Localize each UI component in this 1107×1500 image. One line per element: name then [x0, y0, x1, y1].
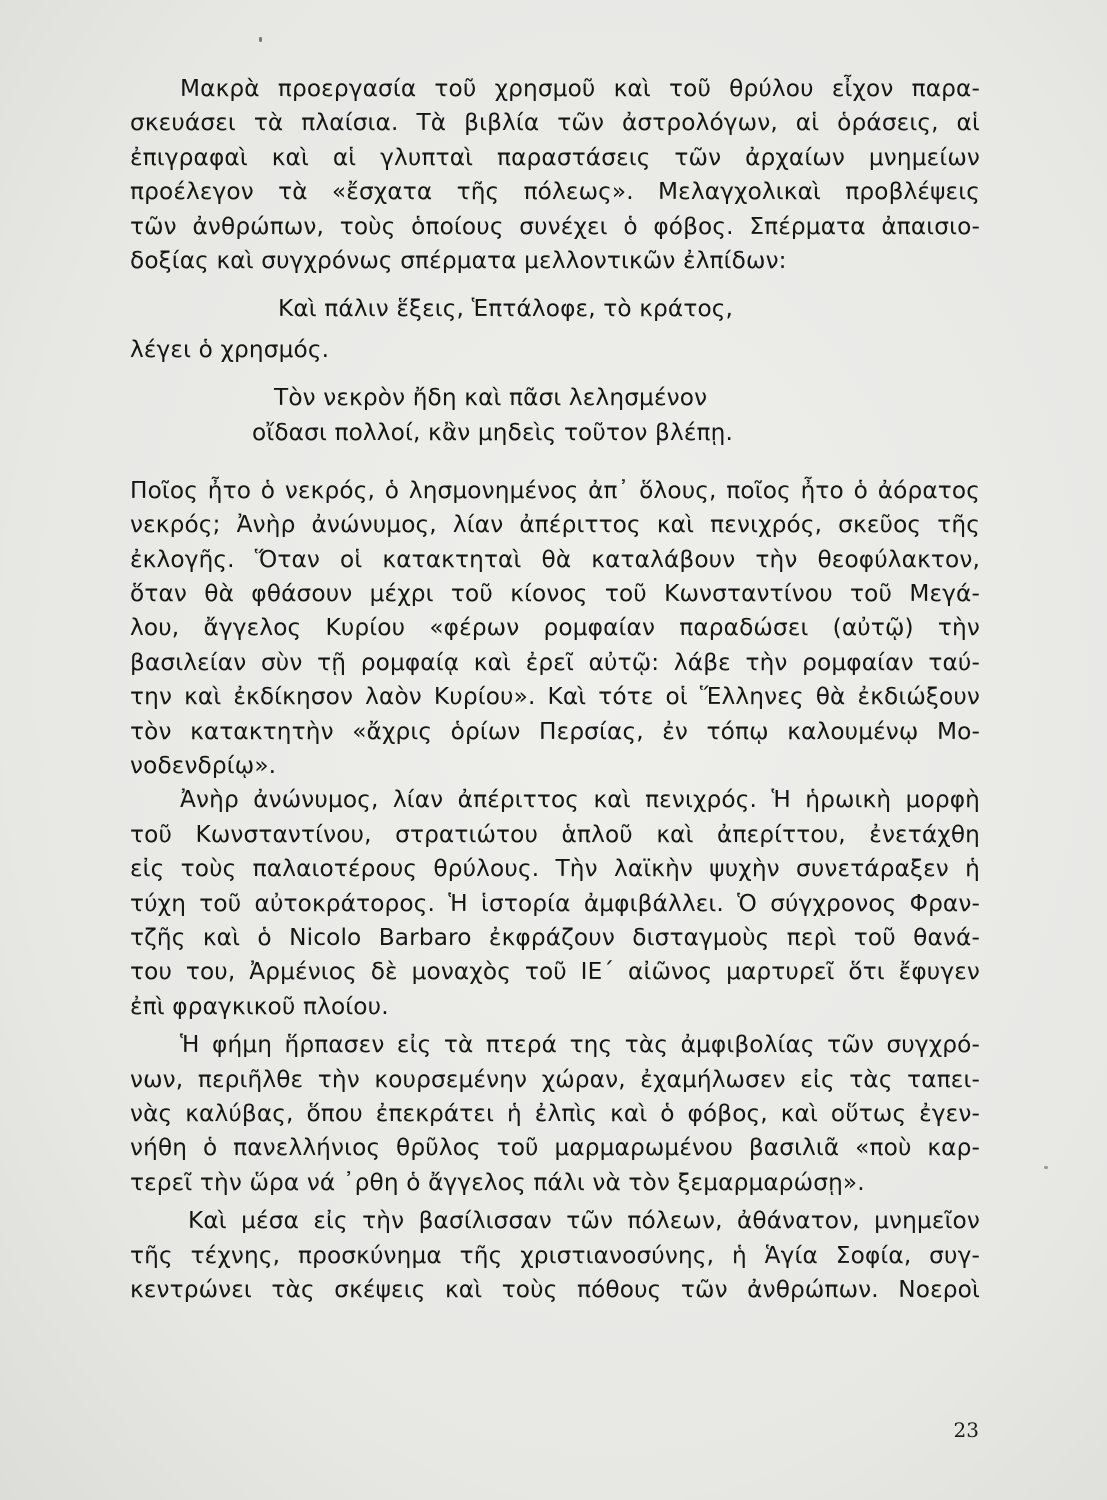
- paragraph-line: νοδενδρίῳ».: [130, 752, 277, 780]
- paragraph-line: λέγει ὁ χρησμός.: [130, 335, 330, 363]
- paragraph-line: προέλεγον τὰ «ἔσχατα τῆς πόλεως». Μελαγχολικαὶ προβλέψεις: [130, 178, 980, 206]
- ink-speck: [1044, 1166, 1048, 1169]
- paragraph-line: ἐπιγραφαὶ καὶ αἱ γλυπταὶ παραστάσεις τῶν ἀρχαίων μνημείων: [130, 143, 980, 171]
- paragraph-line: τὸν κατακτητὴν «ἄχρις ὁρίων Περσίας, ἐν τόπῳ καλουμένῳ Μο-: [130, 717, 980, 745]
- paragraph-line: Ἀνὴρ ἀνώνυμος, λίαν ἀπέριττος καὶ πενιχρός. Ἡ ἡρωικὴ μορφὴ: [180, 786, 980, 814]
- paragraph-line: εἰς τοὺς παλαιοτέρους θρύλους. Τὴν λαϊκὴν ψυχὴν συνετάραξεν ἡ: [130, 855, 980, 883]
- paragraph-line: σκευάσει τὰ πλαίσια. Τὰ βιβλία τῶν ἀστρολόγων, αἱ ὁράσεις, αἱ: [130, 109, 980, 137]
- paragraph-line: νεκρός; Ἀνὴρ ἀνώνυμος, λίαν ἀπέριττος καὶ πενιχρός, σκεῦος τῆς: [130, 511, 980, 539]
- paragraph-line: δοξίας καὶ συγχρόνως σπέρματα μελλοντικῶν ἐλπίδων:: [130, 246, 787, 274]
- quoted-verse: Τὸν νεκρὸν ἤδη καὶ πᾶσι λελησμένον: [274, 384, 708, 412]
- paragraph-line: Μακρὰ προεργασία τοῦ χρησμοῦ καὶ τοῦ θρύλου εἶχον παρα-: [180, 75, 980, 102]
- paragraph-line: τοῦ Κωνσταντίνου, στρατιώτου ἁπλοῦ καὶ ἀπερίττου, ἐνετάχθη: [130, 820, 980, 848]
- ink-speck: [259, 37, 262, 42]
- paragraph-line: τύχη τοῦ αὐτοκράτορος. Ἡ ἱστορία ἀμφιβάλλει. Ὁ σύγχρονος Φραν-: [130, 889, 980, 917]
- paragraph-line: Ποῖος ἦτο ὁ νεκρός, ὁ λησμονημένος ἀπ᾽ ὅλους, ποῖος ἦτο ὁ ἀόρατος: [130, 476, 980, 504]
- paragraph-line: Καὶ μέσα εἰς τὴν βασίλισσαν τῶν πόλεων, ἀθάνατον, μνημεῖον: [188, 1207, 980, 1235]
- paragraph-line: νων, περιῆλθε τὴν κουρσεμένην χώραν, ἐχαμήλωσεν εἰς τὰς ταπει-: [130, 1065, 980, 1093]
- paragraph-line: ἐκλογῆς. Ὅταν οἱ κατακτηταὶ θὰ καταλάβουν τὴν θεοφύλακτον,: [130, 545, 980, 573]
- paragraph-line: την καὶ ἐκδίκησον λαὸν Κυρίου». Καὶ τότε οἱ Ἕλληνες θὰ ἐκδιώξουν: [130, 683, 980, 711]
- paragraph-line: νὰς καλύβας, ὅπου ἐπεκράτει ἡ ἐλπὶς καὶ ὁ φόβος, καὶ οὕτως ἐγεν-: [130, 1099, 980, 1127]
- quoted-verse: οἴδασι πολλοί, κἂν μηδεὶς τοῦτον βλέπῃ.: [252, 418, 734, 446]
- quoted-verse: Καὶ πάλιν ἕξεις, Ἑπτάλοφε, τὸ κράτος,: [278, 295, 734, 323]
- paragraph-line: του του, Ἀρμένιος δὲ μοναχὸς τοῦ ΙΕ΄ αἰῶνος μαρτυρεῖ ὅτι ἔφυγεν: [130, 958, 980, 986]
- page-number: 23: [953, 1418, 979, 1442]
- paragraph-line: ὅταν θὰ φθάσουν μέχρι τοῦ κίονος τοῦ Κωνσταντίνου τοῦ Μεγά-: [130, 580, 980, 608]
- paragraph-line: τῶν ἀνθρώπων, τοὺς ὁποίους συνέχει ὁ φόβος. Σπέρματα ἀπαισιο-: [130, 212, 980, 240]
- paragraph-line: νήθη ὁ πανελλήνιος θρῦλος τοῦ μαρμαρωμένου βασιλιᾶ «ποὺ καρ-: [130, 1134, 980, 1162]
- paragraph-line: κεντρώνει τὰς σκέψεις καὶ τοὺς πόθους τῶν ἀνθρώπων. Νοεροὶ: [130, 1275, 980, 1303]
- paragraph-line: τῆς τέχνης, προσκύνημα τῆς χριστιανοσύνης, ἡ Ἁγία Σοφία, συγ-: [130, 1241, 980, 1269]
- page-body: [130, 72, 980, 1307]
- paragraph-line: Ἡ φήμη ἥρπασεν εἰς τὰ πτερά της τὰς ἀμφιβολίας τῶν συγχρό-: [180, 1031, 980, 1059]
- paragraph-line: ἐπὶ φραγκικοῦ πλοίου.: [130, 992, 389, 1020]
- paragraph-line: λου, ἄγγελος Κυρίου «φέρων ρομφαίαν παραδώσει (αὐτῷ) τὴν: [130, 614, 980, 642]
- paragraph-line: τερεῖ τὴν ὥρα νά ᾽ρθη ὁ ἄγγελος πάλι νὰ τὸν ξεμαρμαρώσῃ».: [130, 1168, 865, 1196]
- paragraph-line: βασιλείαν σὺν τῇ ρομφαίᾳ καὶ ἐρεῖ αὐτῷ: λάβε τὴν ρομφαίαν ταύ-: [130, 648, 980, 676]
- paragraph-line: τζῆς καὶ ὁ Nicolo Barbaro ἐκφράζουν δισταγμοὺς περὶ τοῦ θανά-: [130, 923, 980, 951]
